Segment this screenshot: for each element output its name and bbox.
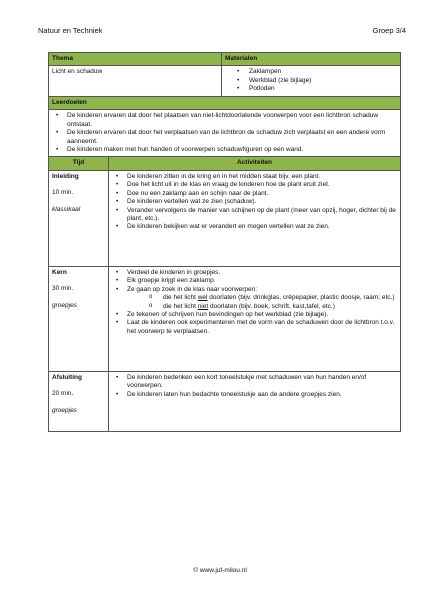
activity-item: • Doe het licht uit in de klas en vraag de kinderen hoe de plant eruit ziet. xyxy=(112,181,397,189)
afsluiting-title: Afsluiting xyxy=(52,373,82,381)
kern-time-cell xyxy=(49,266,109,371)
footer-copyright: © www.juf-milou.nl xyxy=(193,567,247,574)
sub-item xyxy=(145,294,397,302)
leerdoel-item: • De kinderen maken met hun handen of voorwerpen schaduwfiguren op een wand. xyxy=(52,146,397,154)
leerdoelen-list xyxy=(52,112,397,154)
sub-underlined: niet xyxy=(197,302,209,310)
afsluiting-row xyxy=(49,371,401,431)
sub-list xyxy=(145,294,397,311)
kern-activities xyxy=(109,266,401,371)
inleiding-row xyxy=(49,170,401,266)
inleiding-form: klassikaal xyxy=(52,205,81,213)
sub-item xyxy=(145,303,397,311)
thema-heading: Thema xyxy=(49,53,222,66)
page-header xyxy=(38,26,406,36)
thema-value: Licht en schaduw xyxy=(49,66,222,96)
sub-text: die het licht xyxy=(163,294,198,302)
kern-row xyxy=(49,266,401,371)
materialen-item: • Potloden xyxy=(225,85,397,93)
leerdoel-item: • De kinderen ervaren dat door het verplaatsen van de lichtbron de schaduw zich verplaatst en een andere vorm aanneemt. xyxy=(52,129,397,146)
activity-item: • De kinderen bekijken wat er verandert en mogen vertellen wat ze zien. xyxy=(112,223,397,231)
kern-title: Kern xyxy=(52,268,67,276)
leerdoelen-heading: Leerdoelen xyxy=(49,96,401,109)
lesson-plan-table xyxy=(48,52,401,432)
activity-item: • Verander vervolgens de manier van schijnen op de plant (meer van opzij, hoger, dichter bij de plant, etc.). xyxy=(112,207,397,224)
activity-item: • De kinderen bedenken een kort toneelstukje met schaduwen van hun handen en/of voorwerpen. xyxy=(112,374,397,391)
inleiding-list xyxy=(112,173,397,232)
inleiding-title: Inleiding xyxy=(52,172,79,180)
leerdoelen-cell xyxy=(49,110,401,157)
activity-text: Ze gaan op zoek in de klas naar voorwerpen: xyxy=(127,285,258,293)
materialen-heading: Materialen xyxy=(222,53,401,66)
activity-item: • De kinderen zitten in de kring en in het midden staat bijv. een plant. xyxy=(112,173,397,181)
activity-item: • Laat de kinderen ook experimenteren met de vorm van de schaduwen door de lichtbron t.o.v. het voorwerp te verplaatsen. xyxy=(112,319,397,336)
leerdoel-item: • De kinderen ervaren dat door het plaatsen van niet-lichtdoorlatende voorwerpen voor een lichtbron schaduw ontstaat. xyxy=(52,112,397,129)
afsluiting-form: groepjes xyxy=(52,406,77,414)
group-label: Groep 3/4 xyxy=(372,26,406,35)
leerdoelen-row xyxy=(49,110,401,157)
kern-list xyxy=(112,269,397,337)
sub-underlined: wel xyxy=(197,294,208,302)
kern-form: groepjes xyxy=(52,301,77,309)
activity-item: • De kinderen vertellen wat ze zien (schaduw). xyxy=(112,198,397,206)
sub-text: doorlaten (bijv. drinkglas, crêpepapier, plastic doosje, raam; etc.) xyxy=(207,294,395,302)
thema-row xyxy=(49,66,401,96)
activity-item: • Elk groepje krijgt een zaklamp. xyxy=(112,277,397,285)
sub-text: die het licht xyxy=(163,302,198,310)
activity-item: • Verdeel de kinderen in groepjes. xyxy=(112,269,397,277)
subject-label: Natuur en Techniek xyxy=(38,26,103,35)
activity-item: • Ze tekenen of schrijven hun bevindingen op het werkblad (zie bijlage). xyxy=(112,311,397,319)
materialen-item: • Werkblad (zie bijlage) xyxy=(225,77,397,85)
inleiding-duration: 10 min. xyxy=(52,189,74,197)
materialen-item: • Zaklampen xyxy=(225,68,397,76)
activity-item: • De kinderen laten hun bedachte toneelstukje aan de andere groepjes zien. xyxy=(112,391,397,399)
afsluiting-duration: 20 min. xyxy=(52,390,74,398)
afsluiting-list xyxy=(112,374,397,399)
leerdoelen-header-row xyxy=(49,96,401,109)
materialen-cell xyxy=(222,66,401,96)
activity-item: • Doe nu een zaklamp aan en schijn naar de plant. xyxy=(112,190,397,198)
sub-text: doorlaten (bijv. boek, schrift, kast,tafel, etc.) xyxy=(208,302,335,310)
tijd-heading: Tijd xyxy=(49,157,109,170)
materialen-list xyxy=(225,68,397,93)
kern-duration: 30 min. xyxy=(52,285,74,293)
columns-header-row xyxy=(49,157,401,170)
activiteiten-heading: Activiteiten xyxy=(109,157,401,170)
activity-item xyxy=(112,286,397,311)
thema-header-row xyxy=(49,53,401,66)
inleiding-activities xyxy=(109,170,401,266)
afsluiting-time-cell xyxy=(49,371,109,431)
inleiding-time-cell xyxy=(49,170,109,266)
afsluiting-activities xyxy=(109,371,401,431)
